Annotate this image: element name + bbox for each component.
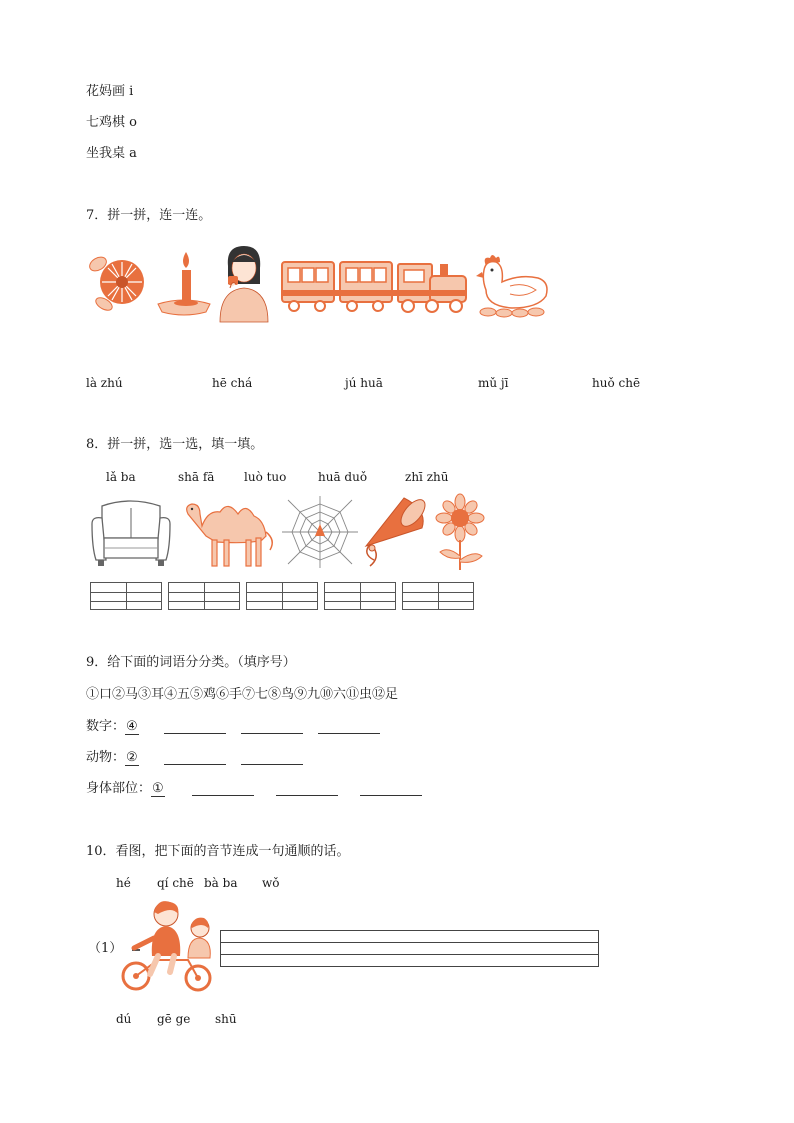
spider-web-picture [282, 496, 358, 568]
q9-title: 9．给下面的词语分分类。（填序号） [86, 655, 296, 670]
father-child-bike-picture [118, 898, 216, 994]
q9-digits-blank-2[interactable] [241, 733, 303, 734]
q8-pinyin-1: lǎ ba [106, 470, 136, 484]
q9-digits-blank-1[interactable] [164, 733, 226, 734]
camel-picture [180, 496, 278, 572]
q9-animals-blank-2[interactable] [241, 764, 303, 765]
q8-pinyin-2: shā fā [178, 470, 215, 484]
flower-picture [432, 494, 488, 570]
q10-syllable-4: wǒ [262, 876, 280, 890]
pinyin-grid-2[interactable] [168, 582, 240, 610]
q9-digits-label: 数字： [86, 719, 126, 734]
prev-item-1: 花妈画 i [86, 84, 134, 99]
q9-body-example: ① [152, 781, 164, 796]
pinyin-grid-1[interactable] [90, 582, 162, 610]
hen-picture [476, 252, 552, 318]
train-picture [280, 256, 472, 316]
q10-syllable-3: bà ba [204, 876, 238, 890]
q8-title: 8．拼一拼，选一选，填一填。 [86, 437, 264, 452]
q9-body-label: 身体部位： [86, 781, 152, 796]
q10-syllable-2: qí chē [157, 876, 194, 890]
q7-title: 7．拼一拼，连一连。 [86, 208, 212, 223]
q8-pinyin-5: zhī zhū [405, 470, 449, 484]
girl-tea-picture [214, 244, 272, 322]
q10-syllable-5: dú [116, 1012, 132, 1026]
trumpet-picture [360, 494, 430, 570]
q10-item-label: （1） [88, 941, 123, 956]
q10-title: 10．看图，把下面的音节连成一句通顺的话。 [86, 844, 350, 859]
q10-syllable-6: gē ge [157, 1012, 191, 1026]
q7-pinyin-4: mǔ jī [478, 376, 509, 390]
chrysanthemum-picture [88, 252, 152, 316]
pinyin-grid-3[interactable] [246, 582, 318, 610]
q9-word-list: ①口②马③耳④五⑤鸡⑥手⑦七⑧鸟⑨九⑩六⑪虫⑫足 [86, 687, 399, 702]
q7-pinyin-3: jú huā [345, 376, 383, 390]
q9-body-blank-1[interactable] [192, 795, 254, 796]
q10-syllable-7: shū [215, 1012, 237, 1026]
prev-item-2: 七鸡棋 o [86, 115, 137, 130]
q7-pinyin-2: hē chá [212, 376, 253, 390]
q9-digits-blank-3[interactable] [318, 733, 380, 734]
q9-animals-blank-1[interactable] [164, 764, 226, 765]
prev-item-3: 坐我桌 a [86, 146, 137, 161]
q9-digits-row [86, 719, 139, 735]
q8-pinyin-4: huā duǒ [318, 470, 368, 484]
q7-pinyin-5: huǒ chē [592, 376, 641, 390]
q9-body-blank-3[interactable] [360, 795, 422, 796]
q9-animals-example: ② [126, 750, 138, 765]
candle-picture [156, 250, 212, 316]
pinyin-grid-5[interactable] [402, 582, 474, 610]
q9-digits-example: ④ [126, 719, 138, 734]
q9-body-blank-2[interactable] [276, 795, 338, 796]
sofa-picture [90, 498, 172, 570]
sentence-writing-box[interactable] [220, 930, 599, 967]
q10-syllable-1: hé [116, 876, 131, 890]
q7-pinyin-1: là zhú [86, 376, 123, 390]
q9-body-row [86, 781, 165, 797]
pinyin-grid-4[interactable] [324, 582, 396, 610]
q9-animals-label: 动物： [86, 750, 126, 765]
q9-animals-row [86, 750, 139, 766]
q8-pinyin-3: luò tuo [244, 470, 287, 484]
